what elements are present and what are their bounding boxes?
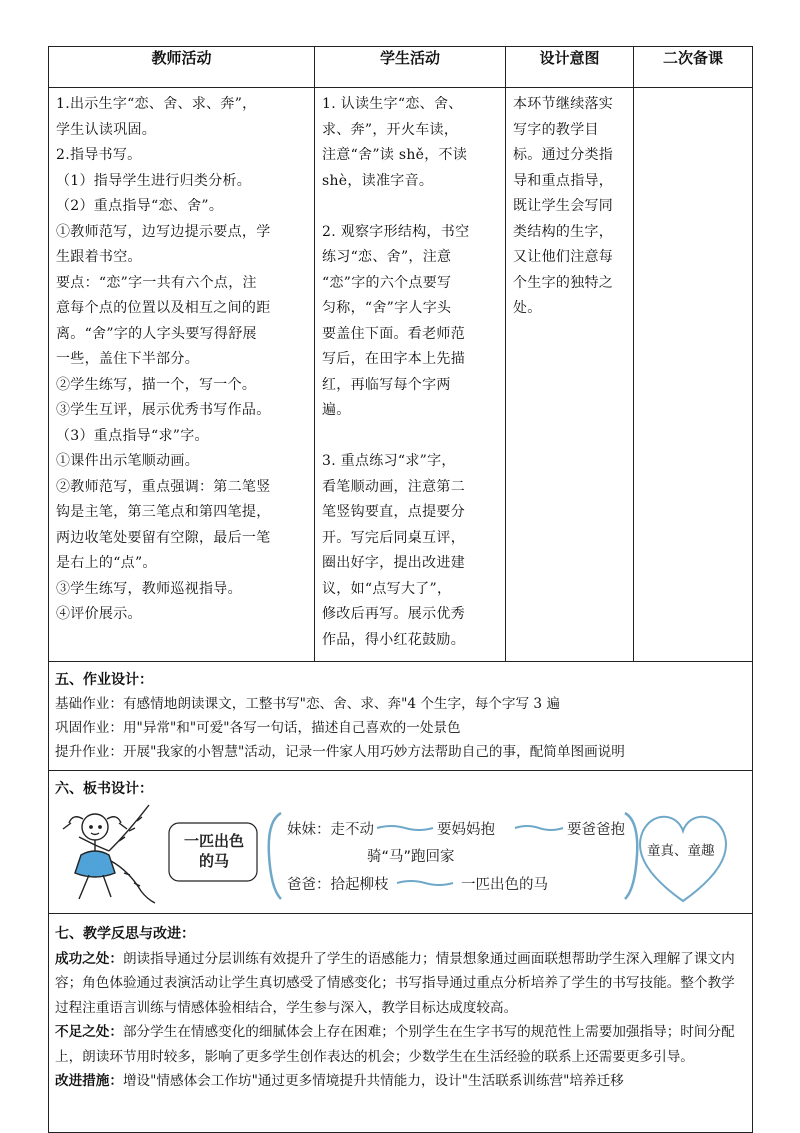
student-activity-line: 修改后再写。展示优秀: [322, 606, 465, 622]
student-activity-line: [322, 194, 498, 220]
teacher-activity-line: ②教师范写，重点强调：第二笔竖: [56, 478, 271, 495]
homework-row: [49, 662, 753, 771]
teacher-activity-line: （2）重点指导“恋、舍”。: [56, 198, 224, 214]
teacher-activity-line: 两边收笔处要留有空隙，最后一笔: [56, 529, 271, 546]
teacher-activity-line: ④评价展示。: [56, 606, 142, 622]
teacher-activity-line: 2.指导书写。: [56, 147, 142, 163]
student-activity-line: 匀称，“舍”字人字头: [322, 300, 452, 316]
design-intent-line: 写字的教学目: [513, 121, 599, 138]
success-label: 成功之处：: [55, 950, 123, 967]
teacher-activity-line: 钩是主笔，第三笔点和第四笔提，: [56, 504, 271, 520]
board-title: 六、板书设计：: [55, 781, 153, 797]
flow-line: [397, 881, 453, 885]
student-activity-line: 2. 观察字形结构，书空: [322, 223, 470, 240]
improve-text: 增设"情感体会工作坊"通过更多情境提升共情能力，设计"生活联系训练营"培养迁移: [122, 1073, 624, 1089]
student-activity-line: 圈出好字，提出改进建: [322, 555, 465, 571]
reflection-success: [55, 947, 746, 1021]
student-activity-line: 1. 认读生字“恋、舍、: [322, 96, 463, 112]
improve-label: 改进措施：: [55, 1073, 123, 1089]
design-intent-line: 既让学生会写同: [513, 198, 614, 214]
board-row3-b: 一匹出色的马: [461, 877, 548, 893]
flow-line: [515, 826, 563, 830]
student-activity-line: 开。写完后同桌互评，: [322, 529, 465, 546]
homework-line: 提升作业：开展"我家的小智慧"活动，记录一件家人用巧妙方法帮助自己的事，配简单图画说明: [55, 744, 625, 760]
student-activity-line: 求、奔”，开火车读，: [322, 121, 459, 138]
board-row1-a: 妹妹：走不动: [287, 822, 374, 838]
board-section: [49, 771, 753, 914]
design-intent-line: 又让他们注意每: [513, 249, 614, 265]
design-intent-line: 本环节继续落实: [513, 96, 614, 112]
header-teacher-activity: 教师活动: [49, 47, 315, 88]
design-intent-line: 类结构的生字，: [513, 223, 614, 240]
teacher-activity-line: 学生认读巩固。: [56, 121, 157, 138]
board-row2: 骑“马”跑回家: [367, 849, 455, 865]
student-activity-cell: [315, 88, 506, 662]
board-design: [49, 801, 752, 913]
girl-illustration: [63, 805, 155, 903]
teacher-activity-line: 是右上的“点”。: [56, 555, 157, 571]
success-text: 朗读指导通过分层训练有效提升了学生的语感能力；情景想象通过画面联想帮助学生深入理解了课文内容；角色体验通过表演活动让学生真切感受了情感变化；书写指导通过重点分析培养了学生的书写技能。整个教学过程注重语言训练与情感体验相结合，学生参与深入，教学目标达成度较高。: [55, 950, 735, 1016]
teacher-activity-cell: [49, 88, 315, 662]
teacher-activity-line: 要点：“恋”字一共有六个点，注: [56, 274, 257, 291]
lesson-plan-page: [48, 46, 752, 1133]
teacher-activity-line: （1）指导学生进行归类分析。: [56, 172, 252, 189]
design-intent-line: 标。通过分类指: [513, 147, 614, 163]
teacher-activity-line: 1.出示生字“恋、舍、求、奔”，: [56, 96, 257, 112]
student-activity-line: 作品，得小红花鼓励。: [322, 631, 465, 648]
right-brace: [625, 813, 637, 899]
table-header-row: [49, 47, 753, 88]
board-row: [49, 771, 753, 914]
design-intent-line: 处。: [513, 300, 542, 316]
teacher-activity-line: ③学生互评，展示优秀书写作品。: [56, 402, 271, 418]
design-intent-line: 个生字的独特之: [513, 274, 614, 291]
teacher-activity-line: ①课件出示笔顺动画。: [56, 453, 199, 469]
homework-section: [49, 662, 753, 771]
student-activity-line: 3. 重点练习“求”字，: [322, 453, 456, 469]
student-activity-line: 笔竖钩要直，点提要分: [322, 504, 465, 520]
heart-text: 童真、童趣: [647, 843, 715, 859]
flow-line: [377, 826, 433, 830]
left-brace: [269, 813, 281, 899]
student-activity-line: 看笔顺动画，注意第二: [322, 478, 465, 495]
homework-title: 五、作业设计：: [55, 672, 153, 688]
second-prep-cell: [634, 88, 753, 662]
reflection-row: [49, 914, 753, 1133]
design-intent-cell: [506, 88, 634, 662]
student-activity-line: 遍。: [322, 402, 351, 418]
teacher-activity-line: （3）重点指导“求”字。: [56, 427, 209, 444]
header-student-activity: 学生活动: [315, 47, 506, 88]
board-center-title-line2: 的马: [198, 852, 229, 870]
teacher-activity-line: ①教师范写，边写边提示要点，学: [56, 223, 271, 240]
design-intent-line: 导和重点指导，: [513, 172, 614, 189]
reflection-improve: [55, 1069, 746, 1094]
teacher-activity-line: 意每个点的位置以及相互之间的距: [56, 300, 271, 316]
board-center-title-line1: 一匹出色: [183, 832, 244, 850]
homework-line: 巩固作业：用"异常"和"可爱"各写一句话，描述自己喜欢的一处景色: [55, 720, 461, 736]
student-activity-line: 练习“恋、舍”，注意: [322, 249, 452, 265]
board-center-title: [179, 831, 249, 871]
board-row1-b: 要妈妈抱: [437, 822, 495, 838]
header-design-intent: 设计意图: [506, 47, 634, 88]
shortcoming-text: 部分学生在情感变化的细腻体会上存在困难；个别学生在生字书写的规范性上需要加强指导；时间分配上，朗读环节用时较多，影响了更多学生创作表达的机会；少数学生在生活经验的联系上还需要更多引导。: [55, 1024, 735, 1065]
student-activity-line: “恋”字的六个点要写: [322, 274, 452, 291]
student-activity-line: shè，读准字音。: [322, 172, 434, 189]
teacher-activity-line: 生跟着书空。: [56, 249, 142, 265]
student-activity-line: 议，如“点写大了”，: [322, 580, 452, 597]
reflection-title: 七、教学反思与改进：: [55, 926, 195, 942]
reflection-shortcoming: [55, 1020, 746, 1069]
second-prep-text: [634, 88, 752, 100]
student-activity-line: 注意“舍”读 shě，不读: [322, 147, 468, 163]
student-activity-line: [322, 424, 498, 450]
shortcoming-label: 不足之处：: [55, 1024, 123, 1040]
teacher-activity-line: 离。“舍”字的人字头要写得舒展: [56, 325, 257, 342]
reflection-section: [49, 914, 753, 1133]
teacher-activity-line: 一些，盖住下半部分。: [56, 351, 199, 367]
teacher-activity-line: ③学生练写，教师巡视指导。: [56, 580, 242, 597]
student-activity-line: 红，再临写每个字两: [322, 376, 451, 393]
homework-line: 基础作业：有感情地朗读课文，工整书写"恋、舍、求、奔"4 个生字，每个字写 3 遍: [55, 696, 560, 712]
activity-row: [49, 88, 753, 662]
lesson-plan-table: [48, 46, 753, 1133]
teacher-activity-line: ②学生练写，描一个，写一个。: [56, 376, 257, 393]
student-activity-line: 写后，在田字本上先描: [322, 351, 465, 367]
student-activity-line: 要盖住下面。看老师范: [322, 325, 465, 342]
header-second-prep: 二次备课: [634, 47, 753, 88]
board-row3-a: 爸爸：拾起柳枝: [287, 877, 389, 893]
board-row1-c: 要爸爸抱: [567, 822, 625, 838]
